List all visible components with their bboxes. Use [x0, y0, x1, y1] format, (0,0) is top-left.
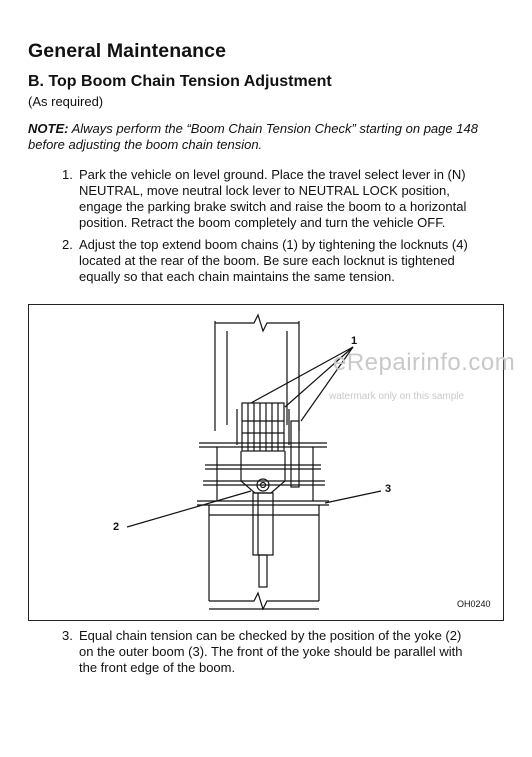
step-line: located at the rear of the boom. Be sure each locknut is tightened: [79, 253, 455, 268]
step-number: 2.: [62, 237, 73, 252]
watermark-caption: watermark only on this sample: [329, 391, 465, 402]
callout-2: 2: [113, 521, 120, 533]
step-3: [62, 628, 512, 678]
callout-1: 1: [351, 335, 358, 347]
step-line: Park the vehicle on level ground. Place the travel select lever in (N): [79, 167, 466, 182]
step-line: on the outer boom (3). The front of the yoke should be parallel with: [79, 644, 463, 659]
step-number: 3.: [62, 628, 73, 643]
figure-code: OH0240: [457, 599, 491, 609]
section-heading: B. Top Boom Chain Tension Adjustment: [28, 73, 332, 90]
step-line: NEUTRAL, move neutral lock lever to NEUTRAL LOCK position,: [79, 183, 450, 198]
step-line: the front edge of the boom.: [79, 660, 236, 675]
note-label: NOTE:: [28, 121, 69, 136]
page-title: General Maintenance: [28, 40, 227, 62]
step-line: engage the parking brake switch and raise the boom to a horizontal: [79, 199, 467, 214]
step-line: position. Retract the boom completely and turn the vehicle OFF.: [79, 215, 446, 230]
step-line: Adjust the top extend boom chains (1) by tightening the locknuts (4): [79, 237, 468, 252]
step-1: [62, 167, 512, 233]
watermark-logo: eRepairinfo.com: [333, 349, 516, 376]
section-qualifier: (As required): [28, 94, 104, 109]
step-line: equally so that each chain maintains the same tension.: [79, 269, 395, 284]
step-line: Equal chain tension can be checked by the position of the yoke (2): [79, 628, 462, 643]
figure-boom-chain: [28, 304, 516, 621]
note-paragraph: [28, 121, 498, 153]
step-number: 1.: [62, 167, 73, 182]
callout-3: 3: [385, 483, 392, 495]
step-2: [62, 237, 512, 287]
note-text: Always perform the “Boom Chain Tension Check” starting on page 148 before adjusting the boom chain tension.: [28, 121, 478, 152]
